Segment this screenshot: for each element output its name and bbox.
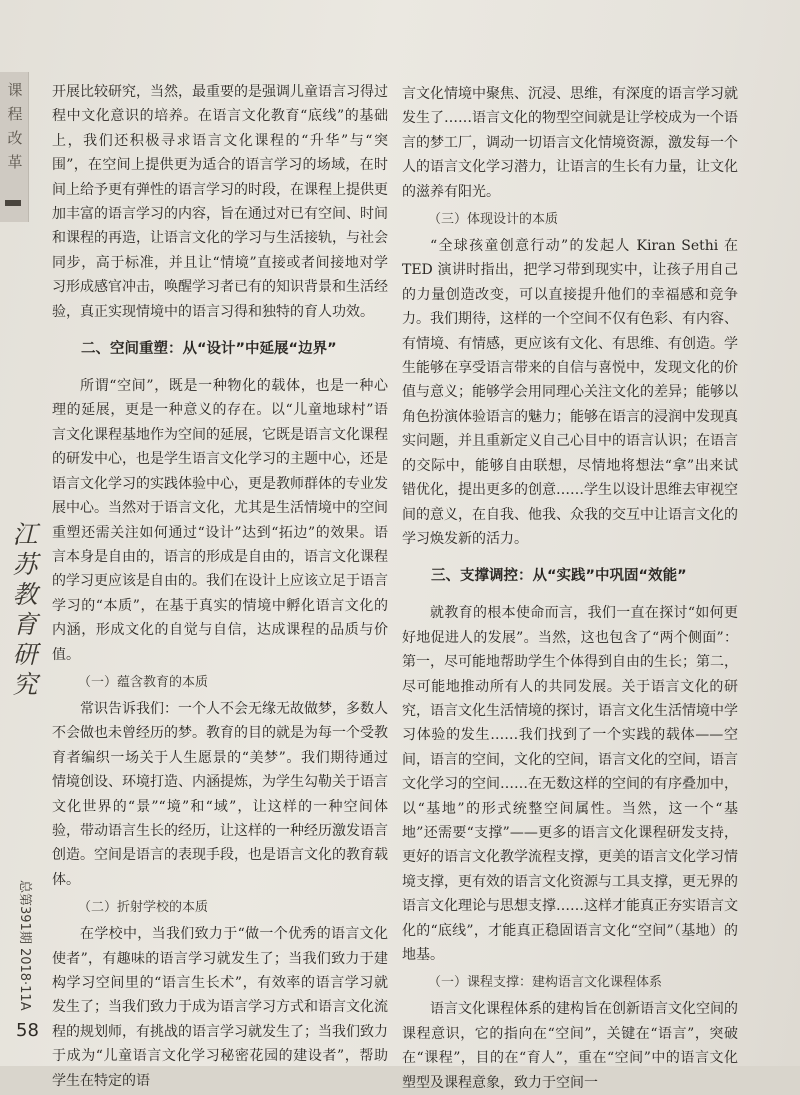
paragraph: 言文化情境中聚焦、沉浸、思维，有深度的语言学习就发生了……语言文化的物型空间就是让学校成为一个语言的梦工厂，调动一切语言文化情境资源，激发每一个人的语言文化学习潜力，让语言的生长有力量，让文化的滋养有阳光。 <box>402 86 738 200</box>
paragraph: 语言文化课程体系的建构旨在创新语言文化空间的课程意识，它的指向在“空间”，关键在“语言”，突破在“课程”，目的在“育人”，重在“空间”中的语言文化塑型及课程意象，致力于空间一 <box>402 1001 738 1091</box>
paragraph: 开展比较研究，当然，最重要的是强调儿童语言习得过程中文化意识的培养。在语言文化教育“底线”的基础上，我们还积极寻求语言文化课程的“升华”与“突围”，在空间上提供更为适合的语言学习的场域，在时间上给予更有弹性的语言学习的时段，在课程上提供更加丰富的语言学习的内容，旨在通过对已有空间、时间和课程的再造，让语言文化的学习与生活接轨，与社会同步，高于标准，并且让“情境”直接或者间接地对学习形成感官冲击，唤醒学习者已有的知识背景和生活经验，真正实现情境中的语言习得和独特的育人功效。 <box>52 84 388 320</box>
section-tab-bar <box>5 200 21 206</box>
paragraph: “全球孩童创意行动”的发起人 Kiran Sethi 在 TED 演讲时指出，把学习带到现实中，让孩子用自己的力量创造改变，可以直接提升他们的幸福感和竞争力。我们期待，这样的一个空间不仅有色彩、有内容、有情境、有情感，更应该有文化、有思维、有创造。学生能够在享受语言带来的自信与喜悦中，发现文化的价值与意义；能够学会用同理心关注文化的差异；能够以角色扮演体验语言的魅力；能够在语言的浸润中发现真实问题，并且重新定义自己心目中的语言认识；在语言的交际中，能够自由联想，尽情地将想法“拿”出来试错优化，提出更多的创意……学生以设计思维去审视空间的意义，在自我、他我、众我的交互中让语言文化的学习焕发新的活力。 <box>402 238 738 547</box>
paragraph: 就教育的根本使命而言，我们一直在探讨“如何更好地促进人的发展”。当然，这也包含了“两个侧面”：第一，尽可能地帮助学生个体得到自由的生长；第二，尽可能地推动所有人的共同发展。关于语言文化的研究，语言文化生活情境的探讨，语言文化生活情境中学习体验的发生……我们找到了一个实践的载体——空间，语言的空间，文化的空间，语言文化的空间，语言文化学习的空间……在无数这样的空间的有序叠加中，以“基地”的形式统整空间属性。当然，这一个“基地”还需要“支撑”——更多的语言文化课程研发支持，更好的语言文化教学流程支撑，更美的语言文化学习情境支撑，更有效的语言文化资源与工具支撑，更无界的语言文化理论与思想支撑……这样才能真正夯实语言文化的“底线”，才能真正稳固语言文化“空间”（基地）的地基。 <box>402 605 738 963</box>
paragraph: 常识告诉我们：一个人不会无缘无故做梦，多数人不会做也未曾经历的梦。教育的目的就是为每一个受教育者编织一场关于人生愿景的“美梦”。我们期待通过情境创设、环境打造、内涵提炼，为学生勾勒关于语言文化世界的“景”“境”和“域”，让这样的一种空间体验，带动语言生长的经历，让这样的一种经历激发语言创造。空间是语言的表现手段，也是语言文化的教育载体。 <box>52 700 388 888</box>
subsection-heading: （一）课程支撑：建构语言文化课程体系 <box>428 975 663 991</box>
paragraph: 在学校中，当我们致力于“做一个优秀的语言文化使者”，有趣味的语言学习就发生了；当我们致力于建构学习空间里的“语言生长术”，有效率的语言学习就发生了；当我们致力于成为语言学习方式和语言文化流程的规划师，有挑战的语言学习就发生了；当我们致力于成为“儿童语言文化学习秘密花园的建设者”，帮助学生在特定的语 <box>52 926 388 1089</box>
issue-meta-text: 总第391期 2018·11A <box>17 880 32 1011</box>
section-tab-label: 课程改革 <box>7 81 23 171</box>
subsection-heading: （二）折射学校的本质 <box>78 900 209 916</box>
subsection-heading: （一）蕴含教育的本质 <box>78 674 209 690</box>
page-number: 58 <box>16 1020 39 1041</box>
left-column <box>52 80 388 1093</box>
paragraph: 所谓“空间”，既是一种物化的载体，也是一种心理的延展，更是一种意义的存在。以“儿童地球村”语言文化课程基地作为空间的延展，它既是语言文化课程的研发中心，也是学生语言文化学习的主题中心，还是语言文化学习的实践体验中心，更是教师群体的专业发展中心。当然对于语言文化，尤其是生活情境中的空间重塑还需关注如何通过“设计”达到“拓边”的效果。语言本身是自由的，语言的形成是自由的，语言文化课程的学习更应该是自由的。我们在设计上应该立足于语言学习的“本质”，在基于真实的情境中孵化语言文化的内涵，形成文化的自觉与自信，达成课程的品质与价值。 <box>52 378 388 663</box>
section-tab <box>0 72 29 222</box>
right-column <box>402 82 738 1095</box>
section-heading: 二、空间重塑：从“设计”中延展“边界” <box>81 341 337 358</box>
subsection-heading: （三）体现设计的本质 <box>428 212 559 228</box>
issue-meta <box>14 880 44 1011</box>
journal-name: 江苏教育研究 <box>12 520 38 699</box>
section-heading: 三、支撑调控：从“实践”中巩固“效能” <box>431 568 687 585</box>
